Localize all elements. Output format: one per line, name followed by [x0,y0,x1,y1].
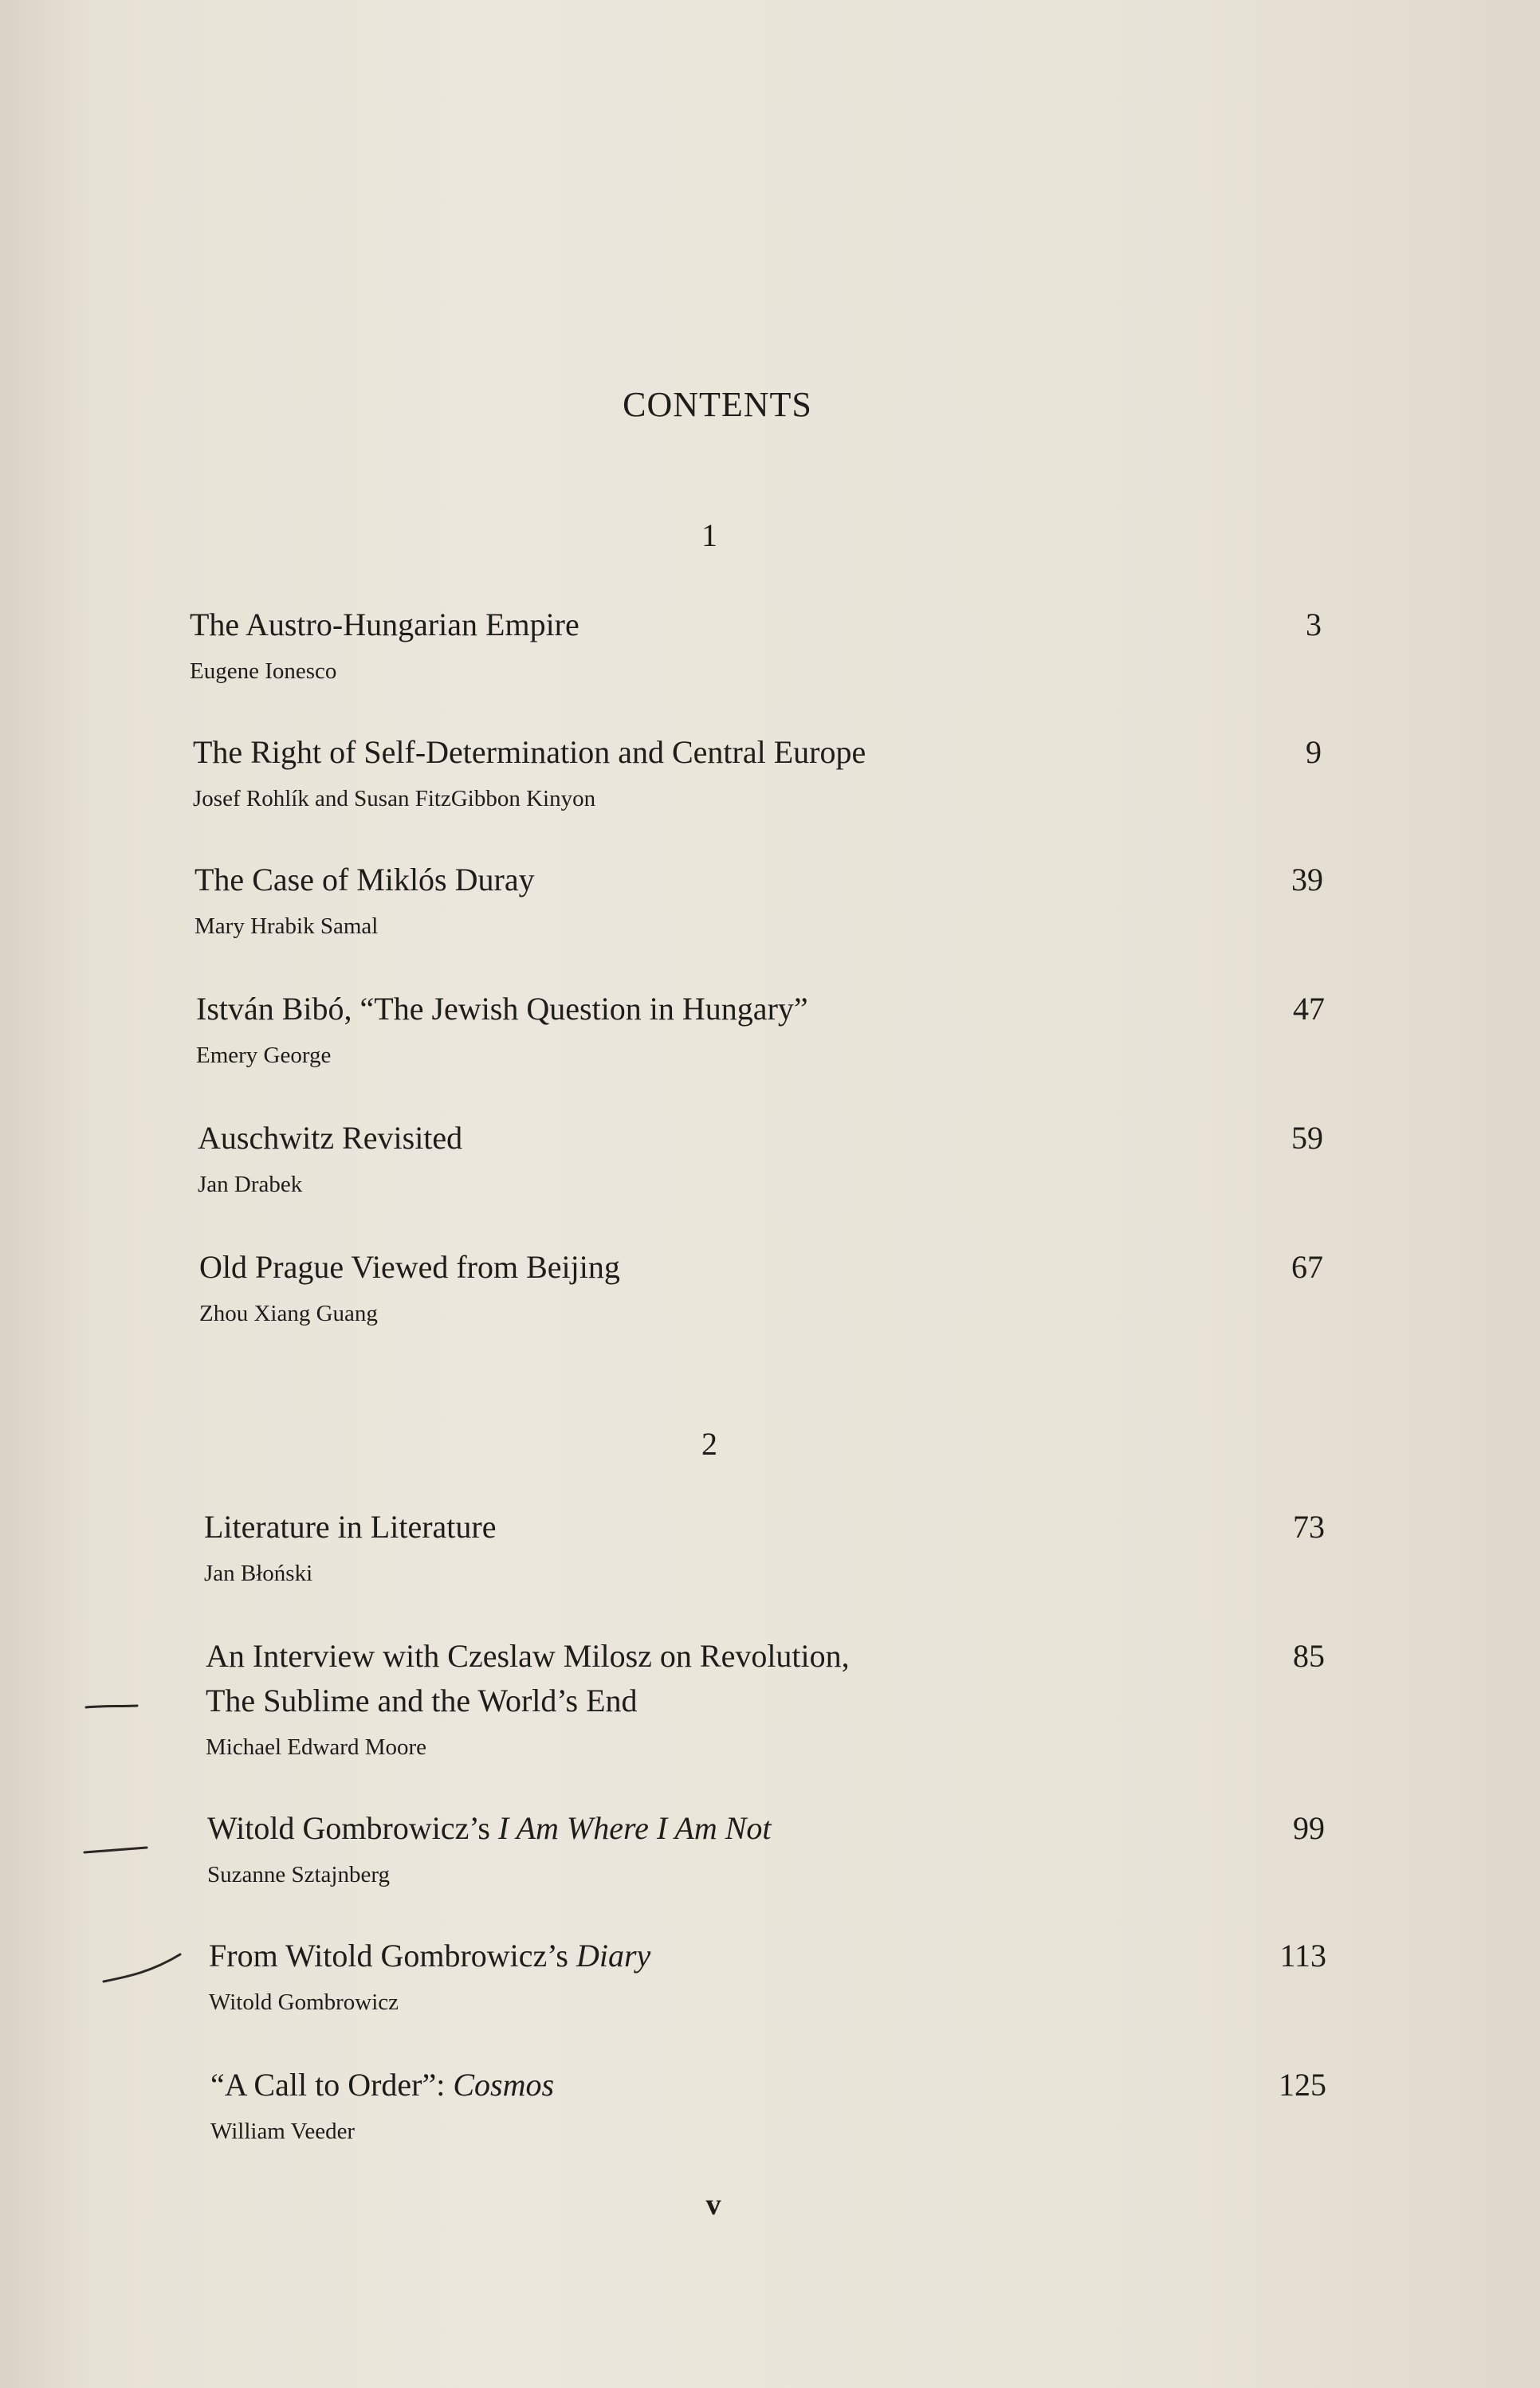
entry-page-number: 85 [1293,1638,1325,1674]
entry-page-number: 59 [1291,1120,1323,1156]
entry-page-number: 47 [1293,991,1325,1027]
entry-title-roman: Witold Gombrowicz’s [207,1810,498,1846]
entry-page-number: 67 [1291,1249,1323,1285]
entry-page-number: 73 [1293,1509,1325,1545]
contents-heading: CONTENTS [623,385,812,424]
pen-mark-dash [80,1698,143,1714]
toc-entry [196,987,1325,1071]
toc-entry [204,1505,1325,1589]
section-number: 1 [701,517,717,553]
toc-entry [198,1116,1323,1200]
entry-author: Suzanne Sztajnberg [207,1862,390,1887]
entry-title [210,2063,1247,2107]
entry-page-number: 3 [1306,607,1322,642]
entry-title: The Right of Self-Determination and Central Europe [193,734,866,770]
toc-entry [210,2063,1326,2147]
toc-entry [190,603,1322,687]
entry-author: Michael Edward Moore [206,1734,427,1760]
entry-title-italic: Cosmos [453,2067,555,2103]
entry-author: Josef Rohlík and Susan FitzGibbon Kinyon [193,786,596,811]
entry-author: Jan Błoński [204,1561,313,1586]
entry-author: Emery George [196,1043,332,1068]
entry-author: Witold Gombrowicz [209,1989,399,2015]
entry-title: An Interview with Czeslaw Milosz on Revolution, [206,1638,850,1674]
entry-page-number: 113 [1279,1938,1326,1974]
entry-title-line2: The Sublime and the World’s End [206,1683,638,1718]
entry-title: The Case of Miklós Duray [194,862,535,897]
toc-entry [209,1934,1326,2018]
pen-mark-stroke [96,1945,191,1993]
entry-title-roman: “A Call to Order”: [210,2067,454,2103]
entry-title: Auschwitz Revisited [198,1120,463,1156]
page-folio: v [705,2188,721,2221]
entry-title: The Austro-Hungarian Empire [190,607,579,642]
entry-title: Literature in Literature [204,1509,497,1545]
entry-title [209,1934,1245,1978]
entry-author: Zhou Xiang Guang [199,1301,378,1326]
entry-title-italic: Diary [576,1938,651,1974]
toc-entry [193,730,1322,815]
entry-author: Eugene Ionesco [190,658,337,684]
toc-entry [207,1806,1325,1891]
entry-title-roman: From Witold Gombrowicz’s [209,1938,576,1974]
entry-page-number: 9 [1306,734,1322,770]
entry-author: Mary Hrabik Samal [194,913,379,939]
entry-author: William Veeder [210,2119,356,2144]
toc-entry [199,1245,1323,1330]
entry-title [207,1806,1243,1851]
toc-entry [206,1634,1325,1763]
entry-title: Old Prague Viewed from Beijing [199,1249,620,1285]
section-number: 2 [701,1426,717,1462]
entry-title-italic: I Am Where I Am Not [498,1810,772,1846]
toc-entry [194,858,1323,942]
entry-page-number: 125 [1279,2067,1326,2103]
entry-page-number: 39 [1291,862,1323,897]
pen-mark-dash [77,1841,156,1860]
entry-page-number: 99 [1293,1810,1325,1846]
entry-title: István Bibó, “The Jewish Question in Hungary” [196,991,808,1027]
entry-author: Jan Drabek [198,1172,303,1197]
